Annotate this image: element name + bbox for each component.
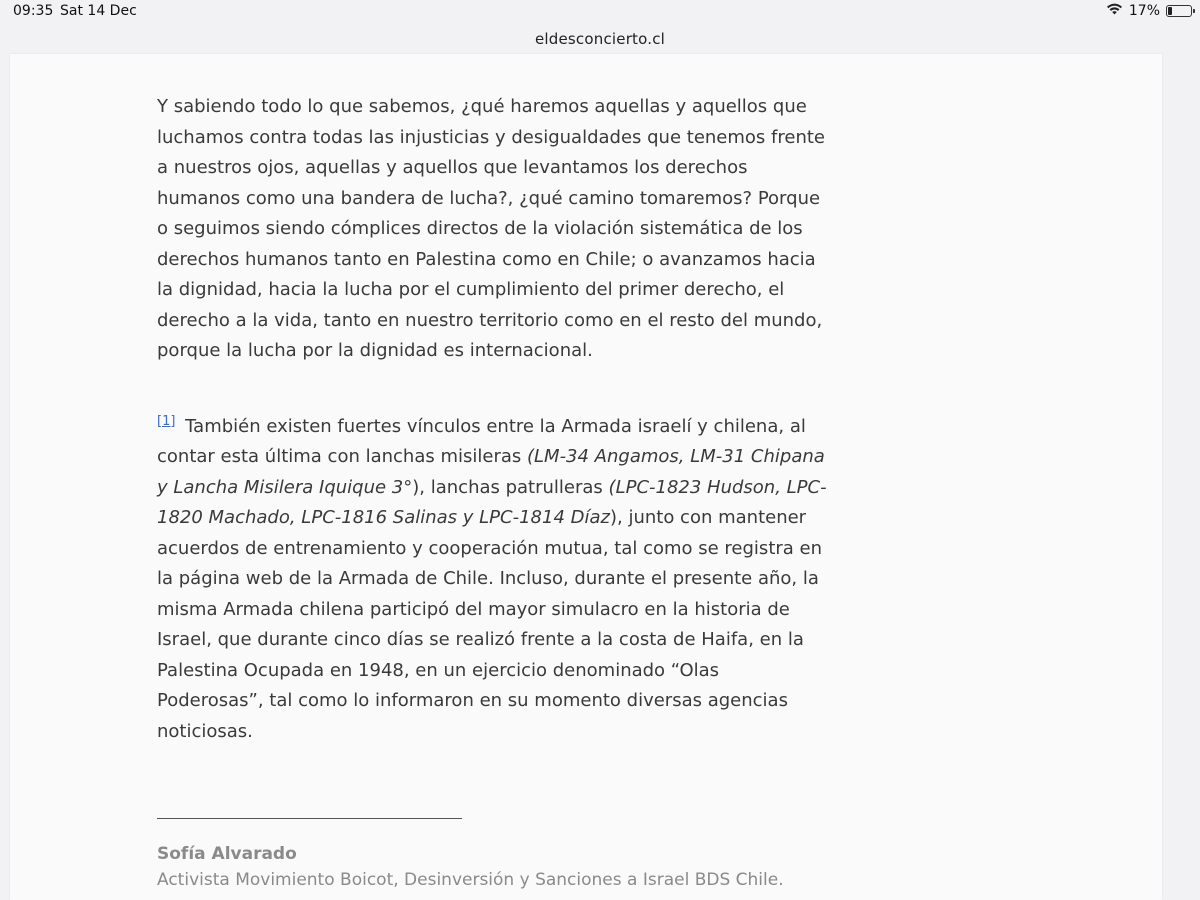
url-text[interactable]: eldesconcierto.cl (534, 30, 666, 48)
footnote-text: ), lanchas patrulleras (412, 476, 609, 498)
address-bar[interactable] (0, 24, 1200, 54)
author-name: Sofía Alvarado (157, 844, 297, 864)
article-body (157, 92, 837, 747)
author-divider (157, 818, 462, 819)
footnote-italic-missile-boats: (LM-34 Angamos, LM-31 Chipana y Lancha Misilera Iquique 3° (157, 446, 825, 498)
author-role: Activista Movimiento Boicot, Desinversión y Sanciones a Israel BDS Chile. (157, 870, 784, 890)
footnote-link[interactable]: [1] (157, 413, 176, 429)
status-date: Sat 14 Dec (60, 3, 137, 19)
footnote-paragraph (157, 407, 827, 748)
status-indicators (1106, 2, 1192, 19)
status-bar (0, 0, 1200, 24)
status-time: 09:35 (13, 3, 54, 19)
battery-level-fill (1168, 7, 1172, 15)
footnote-text: También existen fuertes vínculos entre la Armada israelí y chilena, al contar esta última con lanchas misileras (157, 415, 806, 467)
article-paragraph: Y sabiendo todo lo que sabemos, ¿qué haremos aquellas y aquellos que luchamos contra todas las injusticias y desigualdades que tenemos frente a nuestros ojos, aquellas y aquellos que levantamos los derechos humanos como una bandera de lucha?, ¿qué camino tomaremos? Porque o seguimos siendo cómplices directos de la violación sistemática de los derechos humanos tanto en Palestina como en Chile; o avanzamos hacia la dignidad, hacia la lucha por el cumplimiento del primer derecho, el derecho a la vida, tanto en nuestro territorio como en el resto del mundo, porque la lucha por la dignidad es internacional. (157, 96, 825, 361)
footnote-italic-patrol-boats: (LPC-1823 Hudson, LPC-1820 Machado, LPC-1816 Salinas y LPC-1814 Díaz (157, 476, 827, 528)
battery-percent: 17% (1128, 2, 1160, 19)
web-page (10, 54, 1162, 900)
wifi-icon (1106, 2, 1123, 19)
footnote-text: ), junto con mantener acuerdos de entrenamiento y cooperación mutua, tal como se registra en la página web de la Armada de Chile. Incluso, durante el presente año, la misma Armada chilena participó del mayor simulacro en la historia de Israel, que durante cinco días se realizó frente a la costa de Haifa, en la Palestina Ocupada en 1948, en un ejercicio denominado “Olas Poderosas”, tal como lo informaron en su momento diversas agencias noticiosas. (157, 507, 823, 742)
battery-icon (1166, 5, 1192, 17)
